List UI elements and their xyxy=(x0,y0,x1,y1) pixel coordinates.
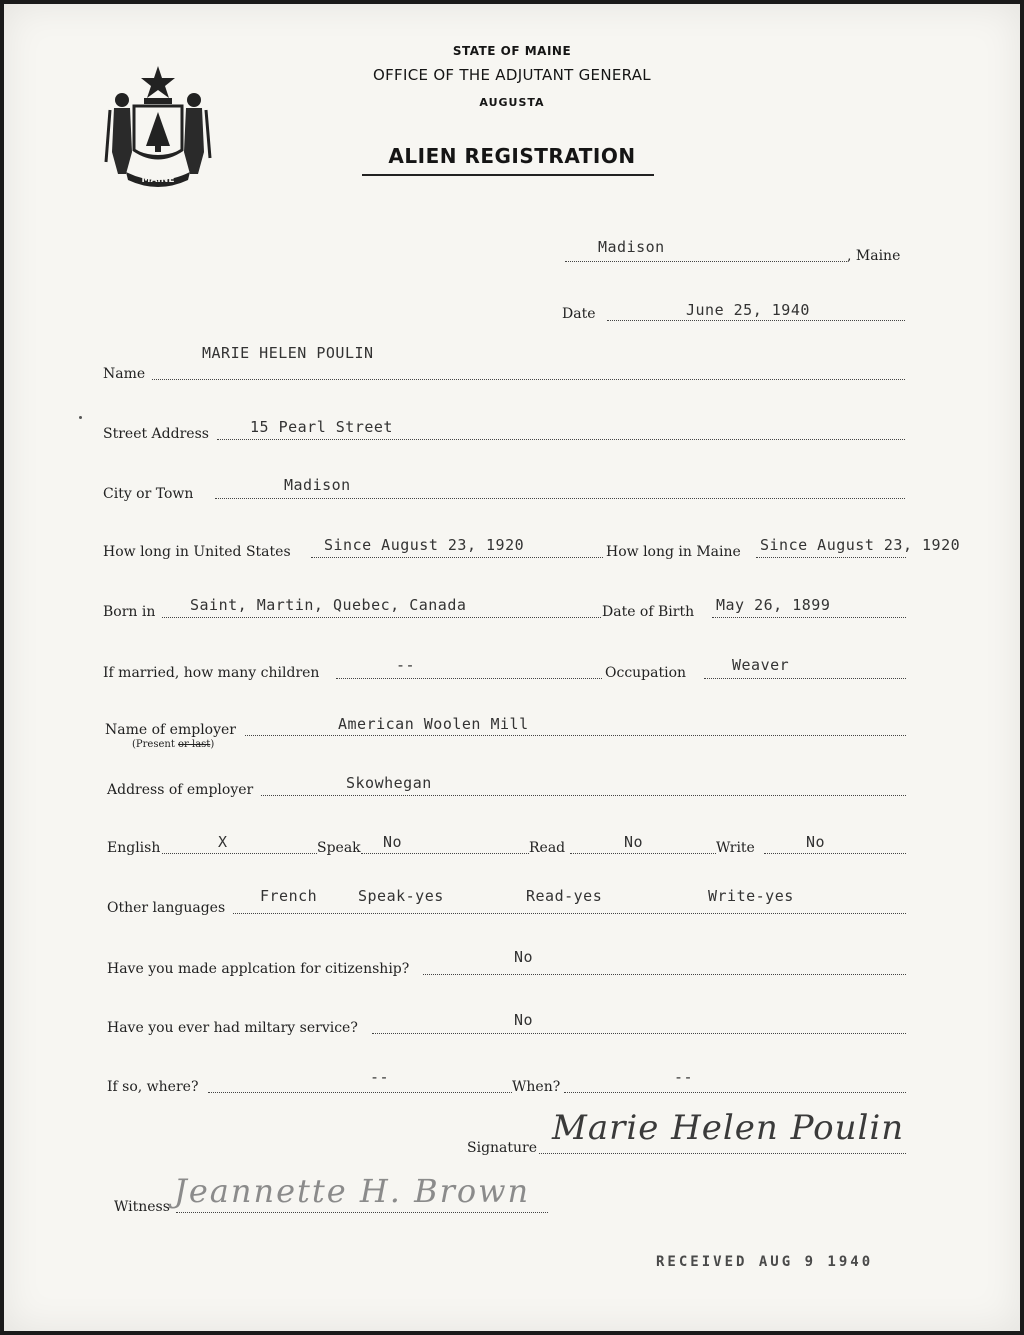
when-label: When? xyxy=(512,1079,561,1095)
name-label: Name xyxy=(103,366,146,382)
form-sheet xyxy=(4,4,1020,1331)
paper-speck xyxy=(79,416,82,419)
other-speak-value: Speak-yes xyxy=(358,887,444,905)
city-value: Madison xyxy=(284,476,351,494)
dob-value: May 26, 1899 xyxy=(716,596,831,614)
city-label: City or Town xyxy=(103,486,194,502)
header-office: OFFICE OF THE ADJUTANT GENERAL xyxy=(373,66,651,84)
children-line xyxy=(336,678,602,679)
street-line xyxy=(217,439,905,440)
military-value: No xyxy=(514,1011,534,1029)
english-label: English xyxy=(107,840,161,856)
town-line xyxy=(565,261,847,262)
employer-value: American Woolen Mill xyxy=(338,715,529,733)
witness-handwriting: Jeannette H. Brown xyxy=(174,1172,531,1210)
read-label: Read xyxy=(529,840,566,856)
employer-note-present: (Present xyxy=(132,739,179,750)
speak-label: Speak xyxy=(317,840,361,856)
children-label: If married, how many children xyxy=(103,665,320,681)
witness-line xyxy=(176,1212,548,1213)
how-long-maine-label: How long in Maine xyxy=(606,544,741,560)
occupation-label: Occupation xyxy=(605,665,687,681)
other-languages-label: Other languages xyxy=(107,900,226,916)
seal-banner-text: MAINE xyxy=(141,175,175,185)
write-label: Write xyxy=(716,840,755,856)
where-value: -- xyxy=(370,1068,390,1086)
employer-label: Name of employer xyxy=(105,722,236,738)
dob-line xyxy=(712,617,906,618)
citizenship-label: Have you made applcation for citizenship? xyxy=(107,961,410,977)
employer-note xyxy=(132,739,214,750)
signature-label: Signature xyxy=(467,1140,538,1156)
how-long-maine-value: Since August 23, 1920 xyxy=(760,536,961,554)
received-stamp: RECEIVED AUG 9 1940 xyxy=(656,1254,874,1270)
citizenship-line xyxy=(423,974,906,975)
employer-note-close: ) xyxy=(210,739,215,750)
employer-address-value: Skowhegan xyxy=(346,774,432,792)
city-line xyxy=(215,498,905,499)
how-long-us-label: How long in United States xyxy=(103,544,291,560)
read-line xyxy=(570,853,716,854)
english-value: X xyxy=(218,833,228,851)
other-language-value: French xyxy=(260,887,318,905)
children-value: -- xyxy=(396,656,416,674)
citizenship-value: No xyxy=(514,948,534,966)
english-line xyxy=(162,853,317,854)
date-value: June 25, 1940 xyxy=(686,301,810,319)
other-languages-line xyxy=(233,913,906,914)
street-value: 15 Pearl Street xyxy=(250,418,393,436)
title-underline xyxy=(362,174,654,176)
employer-address-line xyxy=(261,795,906,796)
read-value: No xyxy=(624,833,644,851)
employer-line xyxy=(245,735,906,736)
header-city: AUGUSTA xyxy=(479,96,545,109)
born-in-line xyxy=(162,617,601,618)
employer-note-struck: or last xyxy=(178,739,211,750)
how-long-us-value: Since August 23, 1920 xyxy=(324,536,525,554)
header-state: STATE OF MAINE xyxy=(452,44,572,58)
military-line xyxy=(372,1033,906,1034)
how-long-maine-line xyxy=(756,557,906,558)
speak-line xyxy=(361,853,529,854)
speak-value: No xyxy=(383,833,403,851)
date-line xyxy=(607,320,905,321)
where-line xyxy=(208,1092,512,1093)
signature-handwriting: Marie Helen Poulin xyxy=(552,1108,905,1148)
occupation-value: Weaver xyxy=(732,656,790,674)
town-value: Madison xyxy=(598,238,665,256)
occupation-line xyxy=(704,678,906,679)
born-in-label: Born in xyxy=(103,604,156,620)
born-in-value: Saint, Martin, Quebec, Canada xyxy=(190,596,467,614)
name-line xyxy=(152,379,905,380)
when-value: -- xyxy=(674,1068,694,1086)
street-label: Street Address xyxy=(103,426,209,442)
write-value: No xyxy=(806,833,826,851)
name-value: MARIE HELEN POULIN xyxy=(202,344,374,362)
where-label: If so, where? xyxy=(107,1079,199,1095)
how-long-us-line xyxy=(311,557,603,558)
when-line xyxy=(564,1092,906,1093)
signature-line xyxy=(539,1153,906,1154)
form-title: ALIEN REGISTRATION xyxy=(388,144,636,168)
date-label: Date xyxy=(562,306,596,322)
witness-label: Witness xyxy=(114,1199,170,1215)
dob-label: Date of Birth xyxy=(602,604,695,620)
other-read-value: Read-yes xyxy=(526,887,603,905)
employer-address-label: Address of employer xyxy=(107,782,254,798)
maine-label: , Maine xyxy=(847,248,901,264)
military-label: Have you ever had miltary service? xyxy=(107,1020,358,1036)
other-write-value: Write-yes xyxy=(708,887,794,905)
write-line xyxy=(764,853,906,854)
